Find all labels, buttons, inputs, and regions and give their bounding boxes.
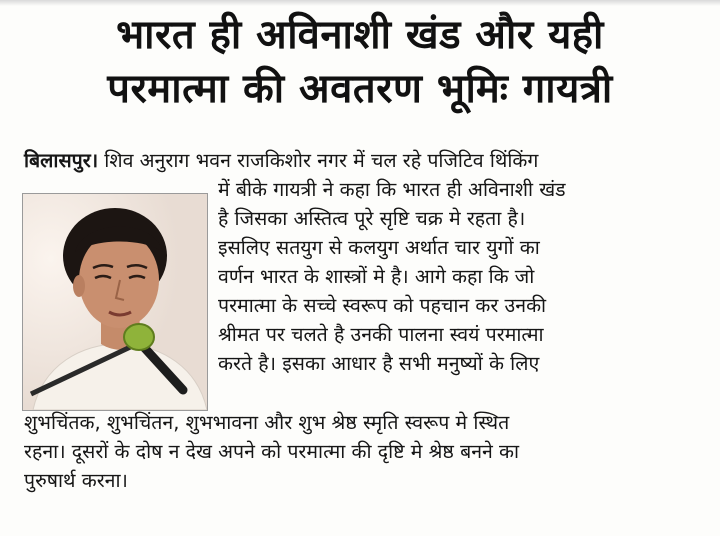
speaker-photo: [22, 193, 208, 411]
ear: [73, 275, 85, 297]
body-line-10: रहना। दूसरों के दोष न देख अपने को परमात्मा की दृष्टि मे श्रेष्ठ बनने का: [24, 440, 520, 463]
headline-line-2: परमात्मा की अवतरण भूमिः गायत्री: [107, 66, 613, 112]
body-line-6: परमात्मा के सच्चे स्वरूप को पहचान कर उनकी: [218, 294, 547, 317]
headline-line-1: भारत ही अविनाशी खंड और यही: [116, 12, 604, 58]
page-edge: [0, 0, 720, 6]
speaker-illustration: [23, 194, 207, 410]
body-line-9: शुभचिंतक, शुभचिंतन, शुभभावना और शुभ श्रेष्ठ स्मृति स्वरूप मे स्थित: [24, 411, 510, 434]
body-line-11: पुरुषार्थ करना।: [24, 469, 128, 492]
dateline: बिलासपुर।: [24, 149, 99, 172]
body-line-8: करते है। इसका आधार है सभी मनुष्यों के लिए: [218, 352, 540, 375]
body-line-1-wrap: [24, 146, 538, 175]
body-line-2: में बीके गायत्री ने कहा कि भारत ही अविनाशी खंड: [218, 178, 566, 201]
body-line-4: इसलिए सतयुग से कलयुग अर्थात चार युगों का: [218, 236, 540, 259]
body-line-7: श्रीमत पर चलते है उनकी पालना स्वयं परमात्मा: [218, 323, 544, 346]
mic-head: [124, 324, 154, 350]
body-line-3: है जिसका अस्तित्व पूरे सृष्टि चक्र मे रहता है।: [218, 207, 526, 230]
headline: [0, 8, 720, 116]
body-line-1: शिव अनुराग भवन राजकिशोर नगर में चल रहे पजिटिव थिंकिंग: [104, 149, 539, 172]
body-line-5: वर्णन भारत के शास्त्रों मे है। आगे कहा कि जो: [218, 265, 535, 288]
